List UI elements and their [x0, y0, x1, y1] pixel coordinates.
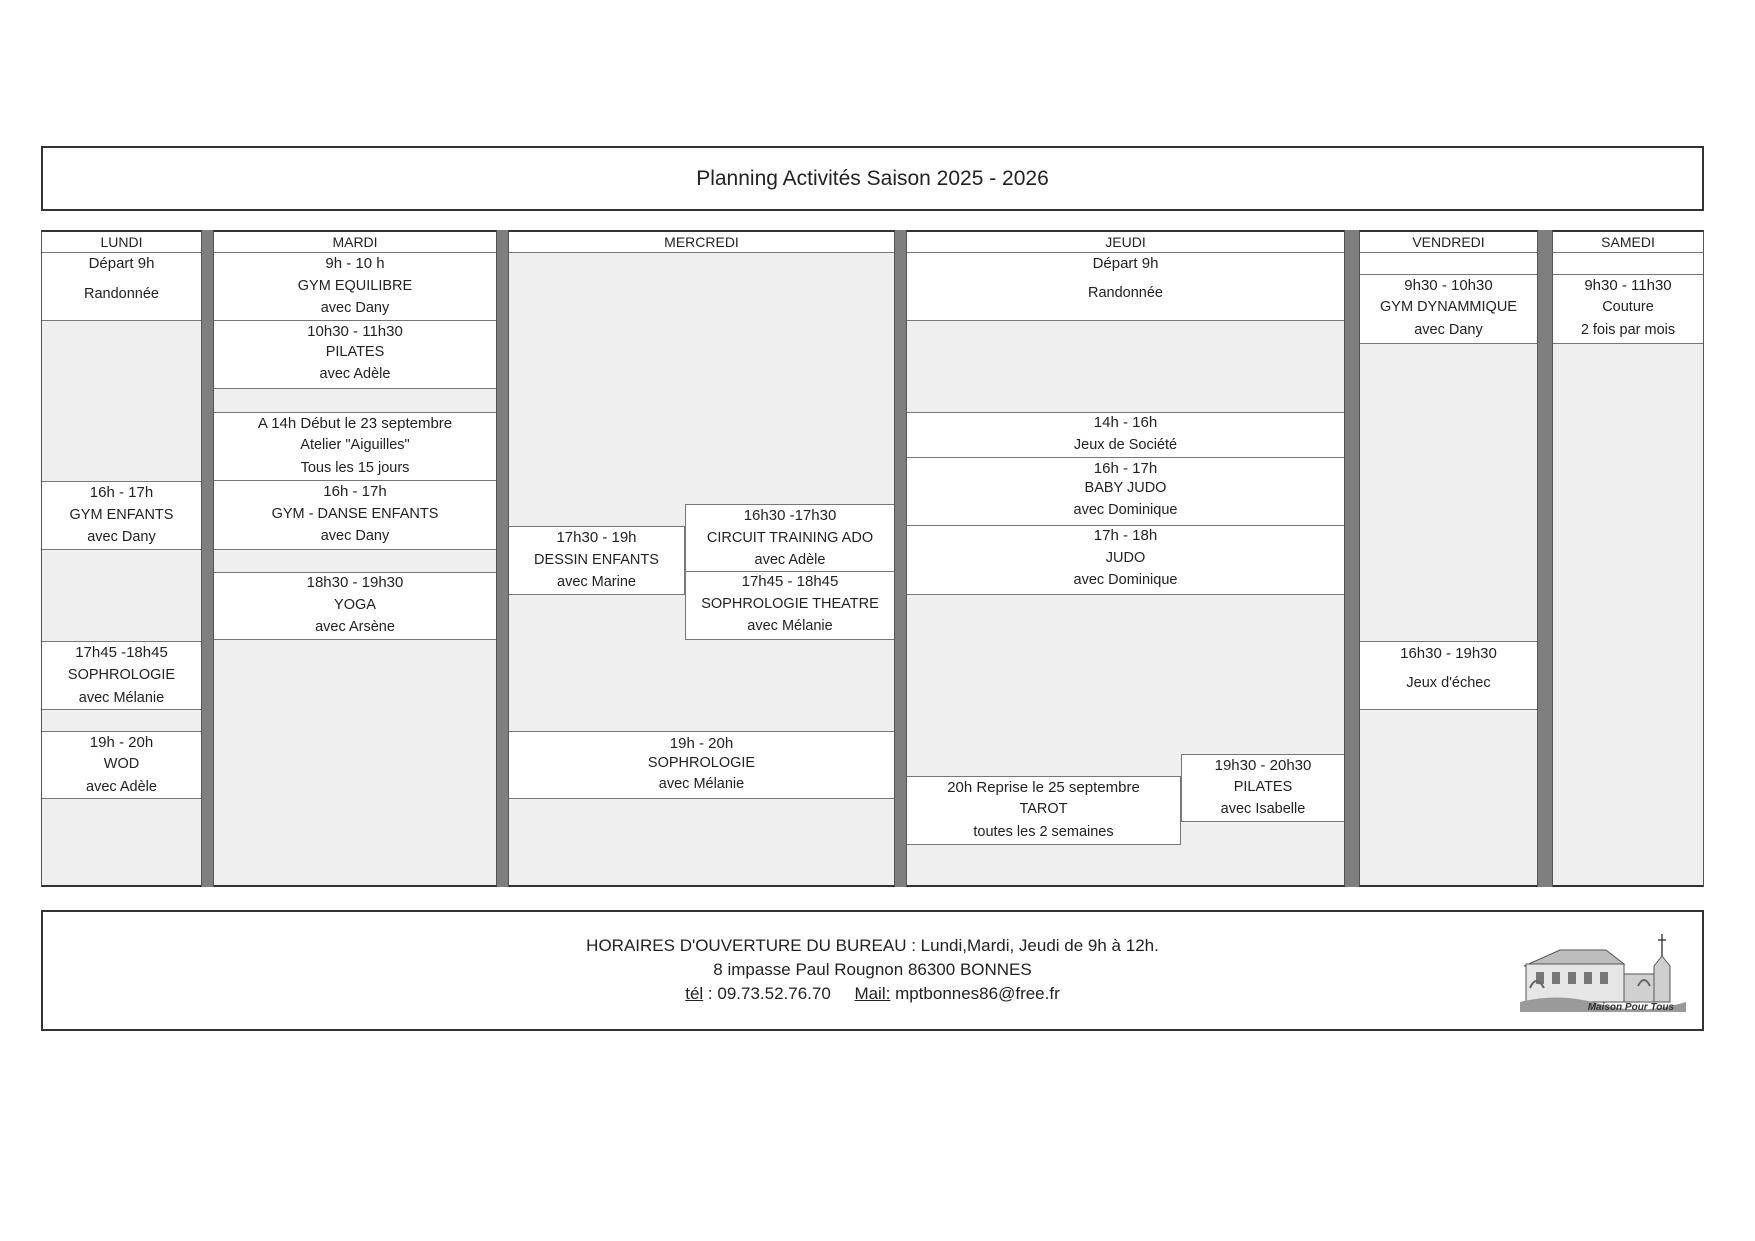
activity-time: 17h45 -18h45 — [75, 644, 168, 661]
activity-time: Départ 9h — [1092, 255, 1159, 272]
activity-time: 19h30 - 20h30 — [1214, 757, 1312, 774]
activity-name: BABY JUDO — [1084, 480, 1167, 496]
day-header-jeudi: JEUDI — [907, 232, 1344, 253]
activity-name: TAROT — [1019, 801, 1068, 817]
activity-name: Atelier "Aiguilles" — [300, 437, 410, 453]
tel-label: tél — [685, 984, 704, 1003]
column-separator — [895, 230, 906, 887]
column-separator — [497, 230, 508, 887]
activity-name: PILATES — [1233, 779, 1293, 795]
activity-cell — [42, 253, 201, 321]
activity-teacher: avec Dominique — [1073, 572, 1178, 588]
column-lundi — [41, 230, 202, 887]
activity-teacher: avec Adèle — [319, 366, 391, 382]
activity-time: 20h Reprise le 25 septembre — [947, 779, 1140, 796]
footer-box — [41, 910, 1704, 1031]
activity-name: GYM EQUILIBRE — [297, 278, 413, 294]
activity-teacher: avec Mélanie — [78, 690, 165, 706]
empty-cell — [1553, 253, 1703, 275]
mail-value: mptbonnes86@free.fr — [890, 984, 1060, 1003]
activity-time: 16h - 17h — [89, 484, 154, 501]
activity-teacher: avec Dany — [320, 300, 390, 316]
activity-name: Randonnée — [1088, 285, 1163, 301]
activity-name: Jeux d'échec — [1406, 675, 1491, 691]
activity-time: 17h45 - 18h45 — [741, 573, 839, 590]
tel-value: : 09.73.52.76.70 — [703, 984, 831, 1003]
activity-note: Tous les 15 jours — [300, 460, 410, 476]
activity-name: SOPHROLOGIE THEATRE — [701, 596, 879, 612]
activity-cell — [1360, 275, 1537, 344]
activity-name: SOPHROLOGIE — [647, 755, 756, 771]
column-jeudi — [906, 230, 1345, 887]
activity-teacher: avec Isabelle — [1220, 801, 1306, 817]
title-box — [41, 146, 1704, 211]
activity-teacher: avec Adèle — [754, 552, 826, 568]
activity-teacher: avec Dany — [320, 528, 390, 544]
activity-cell — [42, 481, 201, 550]
day-header-mercredi: MERCREDI — [509, 232, 894, 253]
activity-cell — [42, 641, 201, 710]
activity-teacher: avec Dany — [1414, 322, 1483, 338]
activity-name: PILATES — [325, 344, 385, 360]
activity-cell — [42, 731, 201, 799]
activity-teacher: avec Mélanie — [658, 776, 745, 792]
day-header-mardi: MARDI — [214, 232, 496, 253]
activity-time: Départ 9h — [88, 255, 155, 272]
activity-cell — [1181, 754, 1344, 822]
activity-time: 16h - 17h — [1093, 460, 1158, 477]
column-mardi — [213, 230, 497, 887]
activity-time: A 14h Début le 23 septembre — [257, 415, 453, 432]
activity-name: DESSIN ENFANTS — [534, 552, 659, 568]
day-header-samedi: SAMEDI — [1553, 232, 1703, 253]
activity-name: GYM - DANSE ENFANTS — [271, 506, 439, 522]
activity-time: 19h - 20h — [89, 734, 154, 751]
activity-time: 17h30 - 19h — [556, 529, 637, 546]
activity-name: Randonnée — [84, 286, 159, 302]
activity-cell — [685, 572, 894, 640]
activity-name: JUDO — [1105, 550, 1146, 566]
contact-line — [43, 984, 1702, 1004]
activity-time: 16h30 -17h30 — [743, 507, 837, 524]
activity-cell — [214, 412, 496, 481]
page-title: Planning Activités Saison 2025 - 2026 — [696, 167, 1049, 190]
column-separator — [1345, 230, 1359, 887]
activity-time: 9h30 - 11h30 — [1584, 277, 1672, 294]
activity-teacher: avec Adèle — [86, 779, 157, 795]
activity-teacher: avec Mélanie — [747, 618, 833, 634]
column-vendredi — [1359, 230, 1538, 887]
empty-cell — [1360, 253, 1537, 275]
activity-teacher: avec Arsène — [315, 619, 395, 635]
activity-teacher: avec Dany — [87, 529, 156, 545]
activity-time: 16h30 - 19h30 — [1400, 645, 1497, 662]
activity-cell — [214, 572, 496, 640]
office-hours-label: HORAIRES D'OUVERTURE DU BUREAU — [586, 936, 907, 955]
activity-time: 9h - 10 h — [325, 255, 385, 272]
activity-cell — [907, 458, 1344, 526]
activity-time: 14h - 16h — [1093, 414, 1158, 431]
activity-teacher: avec Marine — [557, 574, 636, 590]
activity-name: Couture — [1602, 299, 1654, 315]
activity-cell — [685, 504, 894, 572]
column-separator — [202, 230, 213, 887]
activity-time: 18h30 - 19h30 — [306, 574, 404, 591]
activity-name: WOD — [103, 756, 140, 772]
activity-cell — [214, 321, 496, 389]
activity-name: GYM ENFANTS — [69, 507, 174, 523]
activity-cell — [907, 526, 1344, 595]
column-separator — [1538, 230, 1552, 887]
activity-name: GYM DYNAMMIQUE — [1380, 299, 1517, 315]
column-samedi — [1552, 230, 1704, 887]
day-header-vendredi: VENDREDI — [1360, 232, 1537, 253]
activity-time: 19h - 20h — [669, 735, 734, 752]
logo-caption: Maison Pour Tous — [1587, 1002, 1674, 1013]
activity-cell — [1553, 275, 1703, 344]
activity-cell — [509, 731, 894, 799]
activity-cell — [907, 412, 1344, 458]
office-hours-value: : Lundi,Mardi, Jeudi de 9h à 12h. — [906, 936, 1159, 955]
activity-cell — [509, 526, 685, 595]
office-hours — [43, 936, 1702, 956]
activity-cell — [214, 253, 496, 321]
activity-cell — [907, 776, 1181, 845]
activity-name: CIRCUIT TRAINING ADO — [706, 530, 874, 546]
activity-name: YOGA — [334, 597, 376, 613]
activity-cell — [1360, 641, 1537, 710]
activity-note: 2 fois par mois — [1580, 322, 1676, 338]
activity-note: toutes les 2 semaines — [973, 824, 1114, 840]
activity-time: 17h - 18h — [1093, 527, 1158, 544]
address: 8 impasse Paul Rougnon 86300 BONNES — [713, 960, 1032, 979]
activity-cell — [907, 253, 1344, 321]
activity-time: 10h30 - 11h30 — [307, 323, 403, 340]
activity-teacher: avec Dominique — [1073, 502, 1178, 518]
activity-name: Jeux de Société — [1073, 437, 1178, 453]
day-header-lundi: LUNDI — [42, 232, 201, 253]
activity-cell — [214, 481, 496, 550]
activity-time: 16h - 17h — [323, 483, 387, 500]
column-mercredi — [508, 230, 895, 887]
activity-name: SOPHROLOGIE — [67, 667, 176, 683]
activity-time: 9h30 - 10h30 — [1404, 277, 1493, 294]
mail-label: Mail: — [854, 984, 891, 1003]
